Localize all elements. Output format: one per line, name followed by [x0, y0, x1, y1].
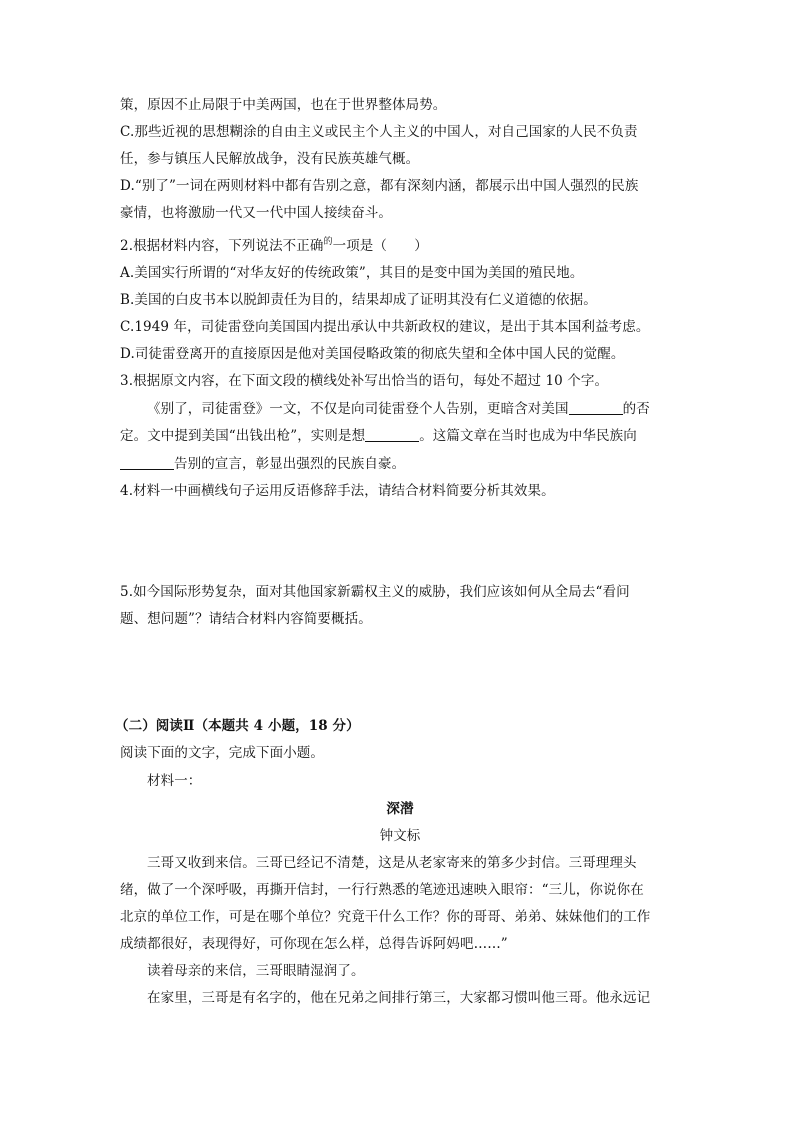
passage-text: 。这篇文章在当时也成为中华民族向 — [419, 428, 637, 444]
paragraph-3-line1: 在家里，三哥是有名字的，他在兄弟之间排行第三，大家都习惯叫他三哥。他永远记 — [147, 990, 651, 1006]
question-3: 3.根据原文内容，在下面文段的横线处补写出恰当的语句，每处不超过 10 个字。 — [120, 373, 609, 389]
paragraph-1-line4: 成绩都很好，表现得好，可你现在怎么样，总得告诉阿妈吧……” — [120, 936, 508, 952]
fill-blank-2 — [365, 427, 419, 442]
question-3-passage-line3 — [120, 454, 680, 474]
instruction: 阅读下面的文字，完成下面小题。 — [120, 745, 324, 761]
fill-blank-1 — [569, 400, 623, 415]
article-title: 深潜 — [386, 801, 414, 817]
passage-text: 告别的宣言，彰显出强烈的民族自豪。 — [174, 456, 406, 472]
article-author: 钟文标 — [379, 828, 421, 844]
paragraph-2: 读着母亲的来信，三哥眼睛湿润了。 — [147, 963, 365, 979]
paragraph-1-line1: 三哥又收到来信。三哥已经记不清楚，这是从老家寄来的第多少封信。三哥理理头 — [147, 855, 637, 871]
question-2-option-a: A.美国实行所谓的“对华友好的传统政策”，其目的是变中国为美国的殖民地。 — [120, 265, 584, 281]
passage-text: 《别了，司徒雷登》一文，不仅是向司徒雷登个人告别，更暗含对美国 — [147, 401, 569, 417]
question-5-line1: 5.如今国际形势复杂，面对其他国家新霸权主义的威胁，我们应该如何从全局去“看问 — [120, 584, 630, 600]
paragraph-1-line2: 绪，做了一个深呼吸，再撕开信封，一行行熟悉的笔迹迅速映入眼帘：“三儿，你说你在 — [120, 882, 644, 898]
option-d-line2: 豪情，也将激励一代又一代中国人接续奋斗。 — [120, 205, 392, 221]
fill-blank-3 — [120, 455, 174, 470]
passage-text: 定。文中提到美国“出钱出枪”，实则是想 — [120, 428, 366, 444]
paragraph-1-line3: 北京的单位工作，可是在哪个单位？究竟干什么工作？你的哥哥、弟弟、妹妹他们的工作 — [120, 909, 651, 925]
option-d-line1: D.“别了”一词在两则材料中都有告别之意，都有深刻内涵，都展示出中国人强烈的民族 — [120, 178, 639, 194]
text-line: 策，原因不止局限于中美两国，也在于世界整体局势。 — [120, 97, 447, 113]
question-2-option-c: C.1949 年，司徒雷登向美国国内提出承认中共新政权的建议，是出于其本国利益考虑。 — [120, 319, 650, 335]
question-4: 4.材料一中画横线句子运用反语修辞手法，请结合材料简要分析其效果。 — [120, 483, 555, 499]
question-5-line2: 题、想问题”？请结合材料内容简要概括。 — [120, 611, 372, 627]
section-heading: （二）阅读Ⅱ（本题共 4 小题，18 分） — [115, 718, 360, 734]
question-2-text-b: 一项是（ ） — [332, 238, 428, 254]
question-2-sup: 的 — [323, 237, 333, 247]
question-3-passage-line2 — [120, 426, 680, 446]
question-2 — [120, 236, 680, 258]
option-c-line1: C.那些近视的思想糊涂的自由主义或民主个人主义的中国人，对自己国家的人民不负责 — [120, 124, 638, 140]
passage-text: 的否 — [622, 401, 650, 417]
material-label: 材料一： — [147, 773, 202, 789]
question-3-passage-line1 — [147, 399, 707, 419]
question-2-option-d: D.司徒雷登离开的直接原因是他对美国侵略政策的彻底失望和全体中国人民的觉醒。 — [120, 346, 625, 362]
question-2-text-a: 2.根据材料内容，下列说法不正确 — [120, 238, 324, 254]
question-2-option-b: B.美国的白皮书本以脱卸责任为目的，结果却成了证明其没有仁义道德的依据。 — [120, 292, 597, 308]
option-c-line2: 任，参与镇压人民解放战争，没有民族英雄气概。 — [120, 151, 420, 167]
